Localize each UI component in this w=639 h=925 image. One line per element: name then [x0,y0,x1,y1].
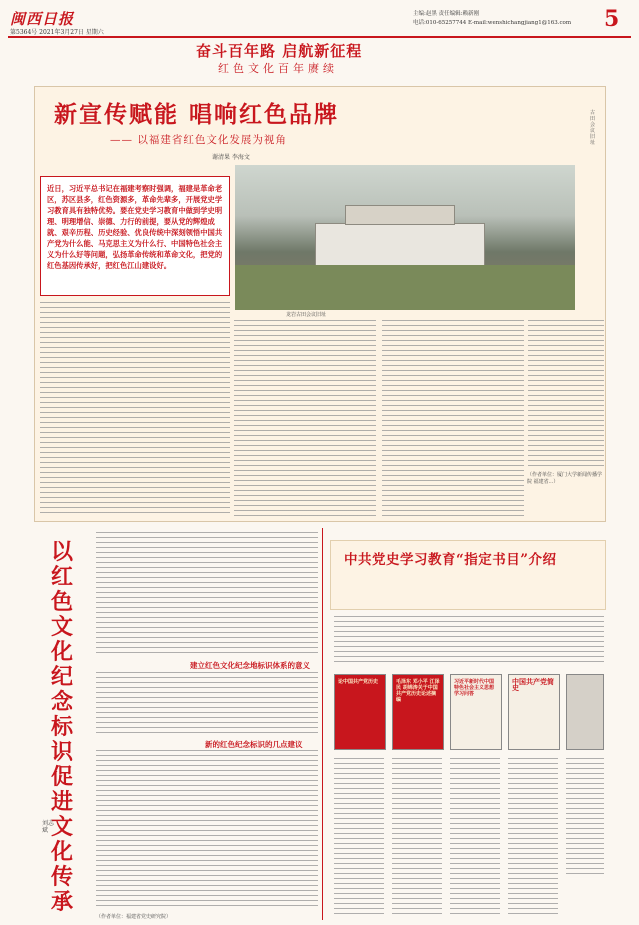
page-subslogan: 红色文化百年赓续 [218,62,338,75]
feature-body-col-2 [234,320,376,516]
lawn-shape [235,265,575,310]
book-cover-title: 毛泽东 邓小平 江泽民 胡锦涛关于中国共产党历史论述摘编 [396,679,440,703]
feature-bylines: 谢清果 李海文 [212,154,250,161]
editor-info: 主编:赵黑 责任编辑:赖新刚 电话:010-65257744 E-mail:wenshichangjiang1@163.com [413,11,572,26]
book-cover-5 [566,674,604,750]
feature-title: 新宣传赋能 唱响红色品牌 [54,101,340,128]
book-desc-4 [508,758,558,916]
left-article-title: 以红色文化纪念标识促进文化传承 [50,539,73,915]
feature-body-col-3 [382,320,524,516]
book-cover-title: 论中国共产党历史 [338,679,379,685]
feature-body-col-4 [528,320,604,468]
building-roof [345,205,455,225]
feature-photo [235,165,575,310]
left-article-body-2 [96,672,318,734]
column-divider [322,528,323,920]
book-cover-3 [450,674,502,750]
book-cover-4 [508,674,560,750]
edition-info: 第5364号 2021年3月27日 星期六 [10,29,104,36]
book-cover-title: 中国共产党简史 [512,677,554,692]
masthead-rule [8,36,631,38]
left-article-endnote: （作者单位：福建省党史研究院） [96,914,172,920]
page-slogan: 奋斗百年路 启航新征程 [196,42,363,60]
left-article-author: 刘志斌 [42,820,55,834]
book-desc-5 [566,758,604,878]
masthead [0,0,639,82]
book-desc-1 [334,758,384,916]
book-list-title: 中共党史学习教育“指定书目”介绍 [344,552,557,568]
intro-box: 近日，习近平总书记在福建考察时强调，福建是革命老区，苏区县多，红色资源多，革命先辈多，开展党史学习教育具有独特优势。要在党史学习教育中做到学史明理、明理增信、崇德、力行的前提，要从党的辉煌成就、艰辛历程、历史经验、优良传统中深刻领悟中国共产党为什么能、马克思主义为什么行、中国特色社会主义为什么好等问题，弘扬革命传统和革命文化，把党的红色基因传承好，把红色江山建设好。 [40,176,230,296]
feature-footnote: （作者单位：厦门大学新闻传播学院 福建省...） [527,472,603,485]
feature-subtitle: —— 以福建省红色文化发展为视角 [110,134,287,146]
book-list-intro [334,616,604,662]
page-number: 5 [604,6,620,32]
book-cover-title: 习近平新时代中国特色社会主义思想学习问答 [454,679,495,697]
newspaper-logo: 闽西日报 [10,10,75,28]
feature-body-col-1 [40,302,230,516]
book-desc-3 [450,758,500,916]
vertical-caption: 古田会议旧址 [590,110,596,146]
left-article-body-3 [96,750,318,908]
book-desc-2 [392,758,442,916]
book-cover-1 [334,674,386,750]
photo-caption: 龙岩古田会议旧址 [286,312,327,318]
book-cover-2 [392,674,444,750]
left-article-section-2: 新的红色纪念标识的几点建议 [205,740,303,749]
left-article-body-1 [96,532,318,656]
left-article-section-1: 建立红色文化纪念地标识体系的意义 [190,661,310,670]
